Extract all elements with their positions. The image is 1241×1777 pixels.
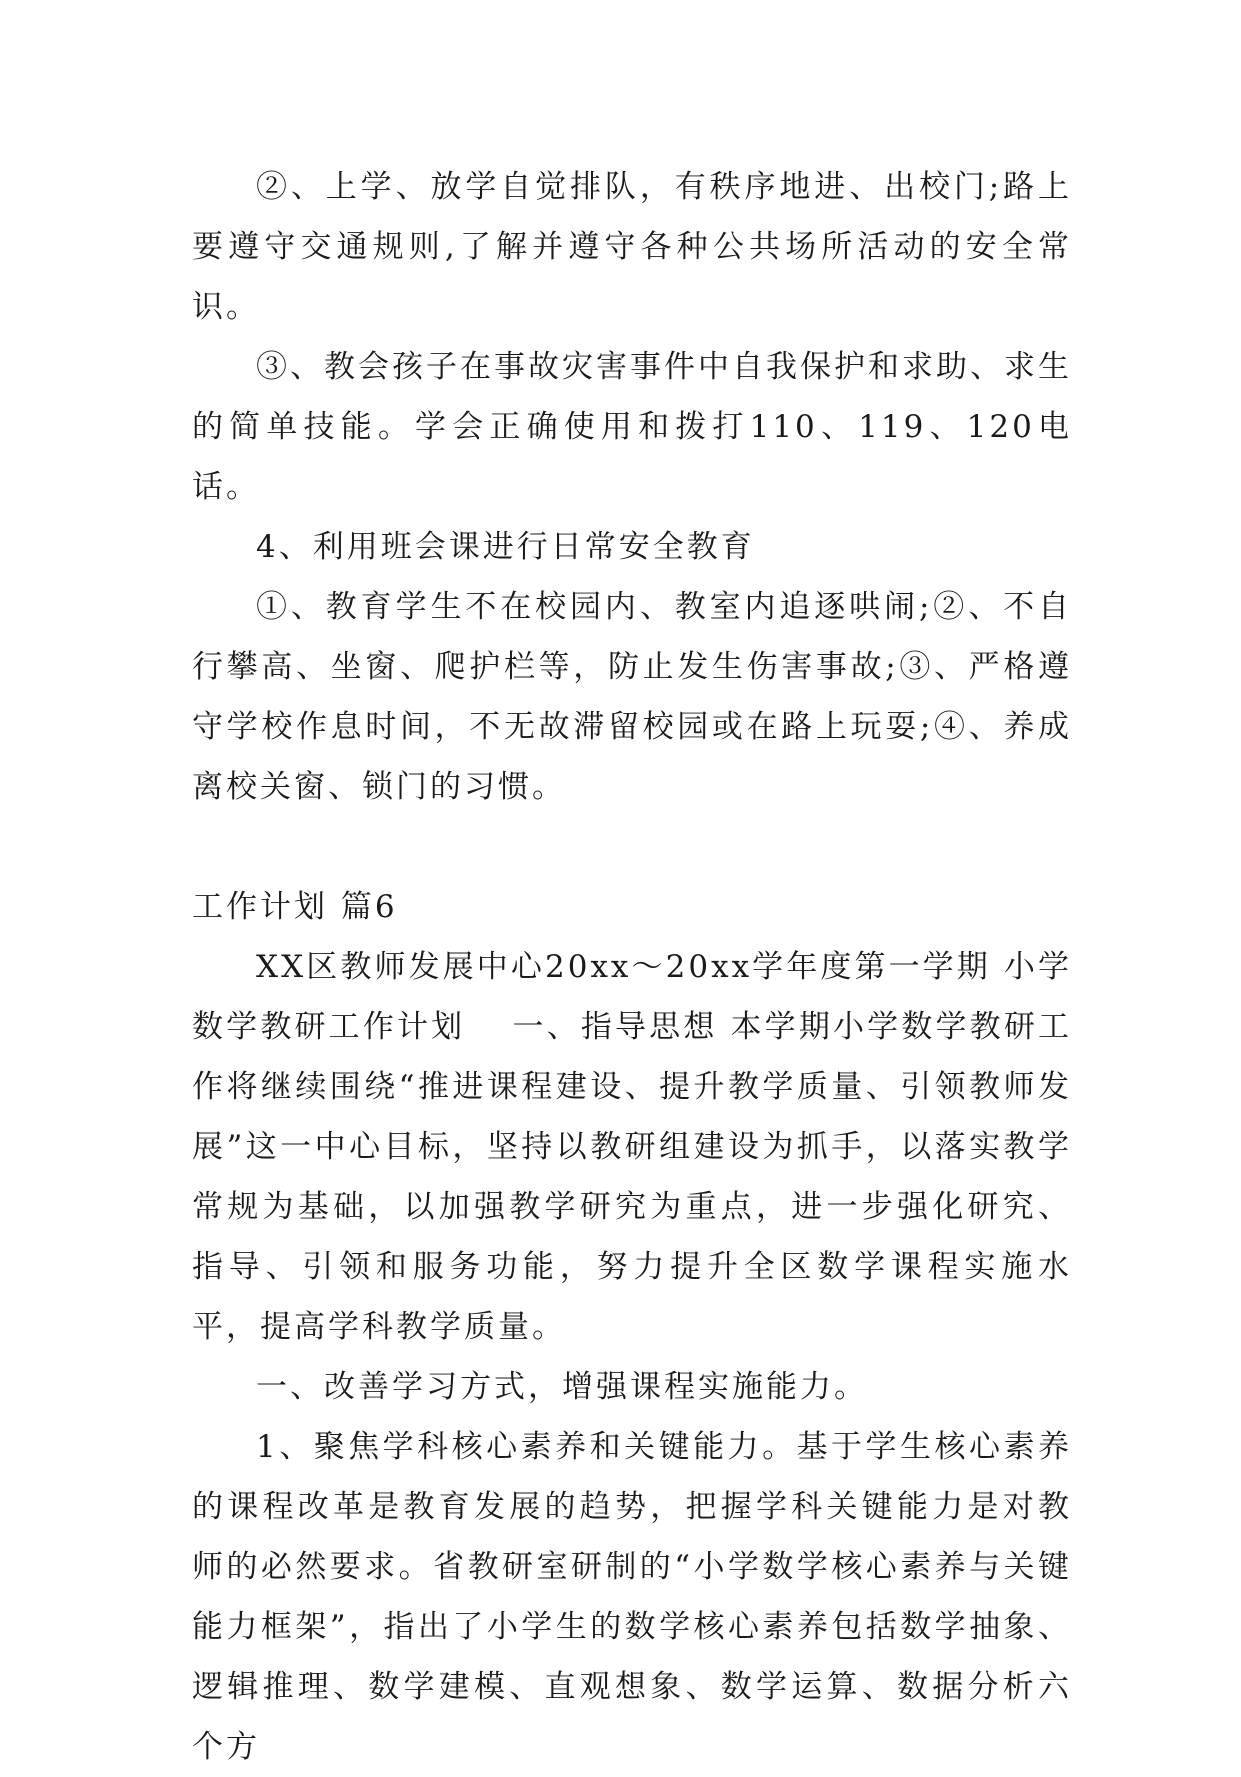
paragraph-plan-intro: XX区教师发展中心20xx～20xx学年度第一学期 小学数学教研工作计划 一、指导思想 本学期小学数学教研工作将继续围绕“推进课程建设、提升教学质量、引领教师发展”这一中心目标，坚持以教研组建设为抓手，以落实教学常规为基础，以加强教学研究为重点，进一步强化研究、指导、引领和服务功能，努力提升全区数学课程实施水平，提高学科教学质量。 <box>192 949 1072 1345</box>
paragraph-improve-learning: 一、改善学习方式，增强课程实施能力。 <box>256 1369 868 1405</box>
paragraph-queue-rules: ②、上学、放学自觉排队，有秩序地进、出校门;路上要遵守交通规则,了解并遵守各种公共场所活动的安全常识。 <box>192 169 1072 325</box>
paragraph-class-meeting-title: 4、利用班会课进行日常安全教育 <box>256 529 755 565</box>
document-body <box>192 157 1072 1777</box>
paragraph-core-competency: 1、聚焦学科核心素养和关键能力。基于学生核心素养的课程改革是教育发展的趋势，把握学科关键能力是对教师的必然要求。省教研室研制的“小学数学核心素养与关键能力框架”，指出了小学生的数学核心素养包括数学抽象、逻辑推理、数学建模、直观想象、数学运算、数据分析六个方 <box>192 1429 1072 1765</box>
paragraph-self-protection: ③、教会孩子在事故灾害事件中自我保护和求助、求生的简单技能。学会正确使用和拨打110、119、120电话。 <box>192 349 1072 505</box>
paragraph-daily-safety: ①、教育学生不在校园内、教室内追逐哄闹;②、不自行攀高、坐窗、爬护栏等，防止发生伤害事故;③、严格遵守学校作息时间，不无故滞留校园或在路上玩耍;④、养成离校关窗、锁门的习惯。 <box>192 589 1072 805</box>
section-heading: 工作计划 篇6 <box>192 889 398 925</box>
